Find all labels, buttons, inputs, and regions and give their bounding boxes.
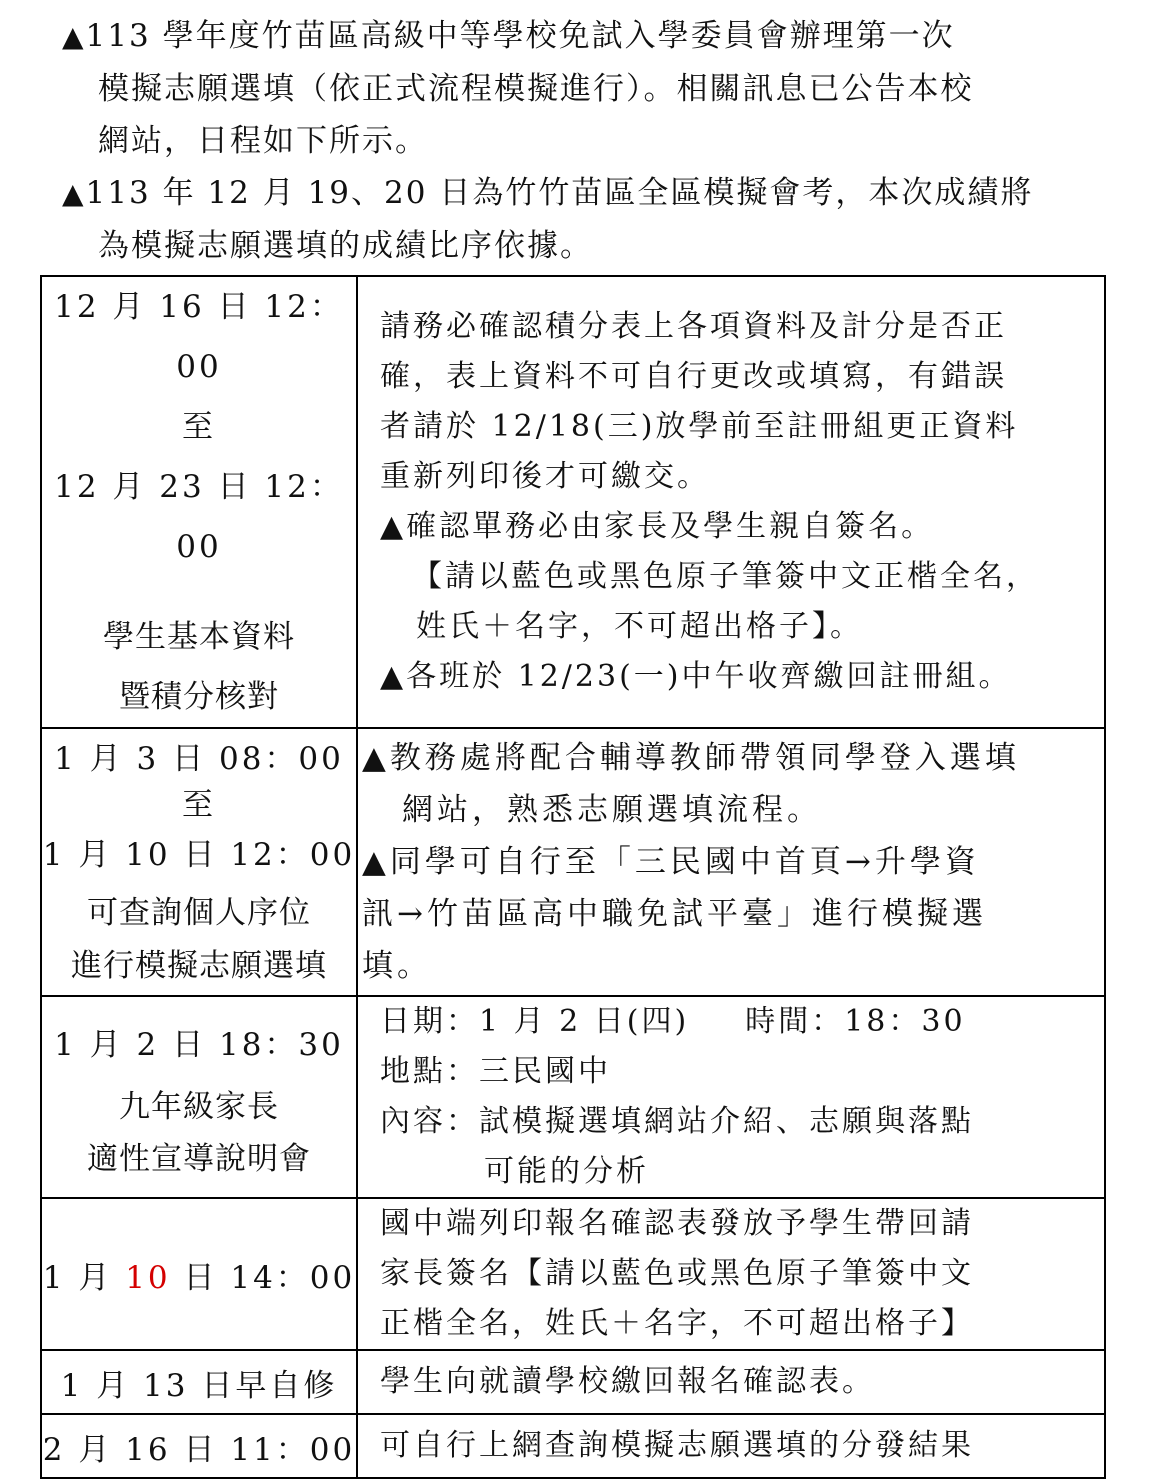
schedule-date-cell bbox=[41, 276, 357, 728]
meeting-date: 日期：1 月 2 日(四) bbox=[380, 1004, 690, 1039]
event-date: 1 月 2 日 18：30 bbox=[54, 1027, 344, 1063]
schedule-date-cell bbox=[41, 1350, 357, 1414]
meeting-time: 時間：18：30 bbox=[745, 1004, 966, 1039]
intro-paragraph bbox=[62, 167, 1102, 272]
event-label: 暨積分核對 bbox=[119, 679, 279, 715]
table-row bbox=[41, 1414, 1105, 1478]
detail-line bbox=[362, 732, 1104, 784]
detail-line: 可自行上網查詢模擬志願選填的分發結果 bbox=[380, 1428, 974, 1463]
date-day-highlight: 10 bbox=[125, 1259, 171, 1296]
schedule-date-cell bbox=[41, 1414, 357, 1478]
table-row bbox=[41, 996, 1105, 1198]
detail-note: 【請以藍色或黑色原子筆簽中文正楷全名， bbox=[412, 559, 1039, 594]
schedule-detail-cell bbox=[357, 1414, 1105, 1478]
event-date bbox=[42, 1252, 356, 1297]
schedule-date-cell bbox=[41, 996, 357, 1198]
detail-line: 重新列印後才可繳交。 bbox=[380, 459, 710, 494]
table-row bbox=[41, 1350, 1105, 1414]
event-label: 進行模擬志願選填 bbox=[71, 948, 327, 984]
date-prefix: 1 月 bbox=[42, 1259, 126, 1296]
item-text: 教務處將配合輔導教師帶領同學登入選填 bbox=[389, 740, 1020, 776]
detail-line bbox=[380, 997, 1104, 1047]
event-label: 適性宣導說明會 bbox=[87, 1141, 311, 1177]
intro-text: 113 年 12 月 19、20 日為竹竹苗區全區模擬會考，本次成績將 bbox=[85, 175, 1034, 211]
triangle-bullet-icon: ▲ bbox=[380, 509, 407, 544]
triangle-bullet-icon: ▲ bbox=[362, 740, 390, 776]
intro-text: 為模擬志願選填的成績比序依據。 bbox=[98, 228, 593, 264]
meeting-place: 地點：三民國中 bbox=[380, 1054, 611, 1089]
meeting-content: 內容：試模擬選填網站介紹、志願與落點 bbox=[380, 1104, 974, 1139]
table-row bbox=[41, 1198, 1105, 1350]
detail-line: 網站，熟悉志願選填流程。 bbox=[402, 792, 822, 828]
date-suffix: 日 14：00 bbox=[170, 1259, 356, 1296]
schedule-detail-cell bbox=[357, 1198, 1105, 1350]
meeting-content: 可能的分析 bbox=[484, 1154, 649, 1189]
table-row bbox=[41, 728, 1105, 996]
intro-paragraph bbox=[62, 10, 1102, 167]
detail-note bbox=[380, 502, 1104, 552]
schedule-detail-cell bbox=[357, 996, 1105, 1198]
detail-line: 訊→竹苗區高中職免試平臺」進行模擬選 bbox=[362, 896, 987, 932]
table-row bbox=[41, 276, 1105, 728]
schedule-detail-cell bbox=[357, 276, 1105, 728]
date-end: 1 月 10 日 12：00 bbox=[42, 837, 356, 873]
intro-section bbox=[62, 10, 1102, 272]
note-text: 各班於 12/23(一)中午收齊繳回註冊組。 bbox=[406, 659, 1012, 694]
event-label: 九年級家長 bbox=[119, 1089, 279, 1125]
detail-line: 正楷全名，姓氏＋名字，不可超出格子】 bbox=[380, 1306, 974, 1341]
detail-line bbox=[362, 836, 1104, 888]
triangle-bullet-icon: ▲ bbox=[62, 177, 86, 210]
triangle-bullet-icon: ▲ bbox=[362, 844, 390, 880]
event-label: 可查詢個人序位 bbox=[87, 895, 311, 931]
detail-line: 學生向就讀學校繳回報名確認表。 bbox=[380, 1364, 875, 1399]
triangle-bullet-icon: ▲ bbox=[62, 20, 86, 53]
detail-note: 姓氏＋名字，不可超出格子】。 bbox=[416, 609, 863, 644]
schedule-detail-cell bbox=[357, 728, 1105, 996]
schedule-date-cell bbox=[41, 1198, 357, 1350]
detail-line: 請務必確認積分表上各項資料及計分是否正 bbox=[380, 309, 1007, 344]
event-label: 學生基本資料 bbox=[103, 619, 295, 655]
detail-line: 確，表上資料不可自行更改或填寫，有錯誤 bbox=[380, 359, 1007, 394]
date-to: 至 bbox=[182, 409, 216, 445]
detail-line: 填。 bbox=[362, 948, 432, 984]
detail-line: 國中端列印報名確認表發放予學生帶回請 bbox=[380, 1206, 974, 1241]
detail-line: 家長簽名【請以藍色或黑色原子筆簽中文 bbox=[380, 1256, 974, 1291]
schedule-date-cell bbox=[41, 728, 357, 996]
detail-line: 者請於 12/18(三)放學前至註冊組更正資料 bbox=[380, 409, 1019, 444]
date-end: 12 月 23 日 12：00 bbox=[54, 469, 344, 565]
intro-text: 113 學年度竹苗區高級中等學校免試入學委員會辦理第一次 bbox=[85, 18, 955, 54]
intro-text: 模擬志願選填（依正式流程模擬進行）。相關訊息已公告本校 bbox=[98, 71, 974, 107]
schedule-table bbox=[40, 275, 1106, 1479]
schedule-detail-cell bbox=[357, 1350, 1105, 1414]
item-text: 同學可自行至「三民國中首頁→升學資 bbox=[389, 844, 980, 880]
intro-text: 網站，日程如下所示。 bbox=[98, 123, 428, 159]
date-start: 12 月 16 日 12：00 bbox=[54, 289, 344, 385]
event-date: 2 月 16 日 11：00 bbox=[42, 1431, 356, 1468]
triangle-bullet-icon: ▲ bbox=[380, 659, 407, 694]
date-start: 1 月 3 日 08：00 bbox=[54, 741, 344, 777]
event-date: 1 月 13 日早自修 bbox=[60, 1367, 338, 1404]
detail-note bbox=[380, 652, 1104, 702]
note-text: 確認單務必由家長及學生親自簽名。 bbox=[406, 509, 935, 544]
date-to: 至 bbox=[182, 787, 216, 823]
